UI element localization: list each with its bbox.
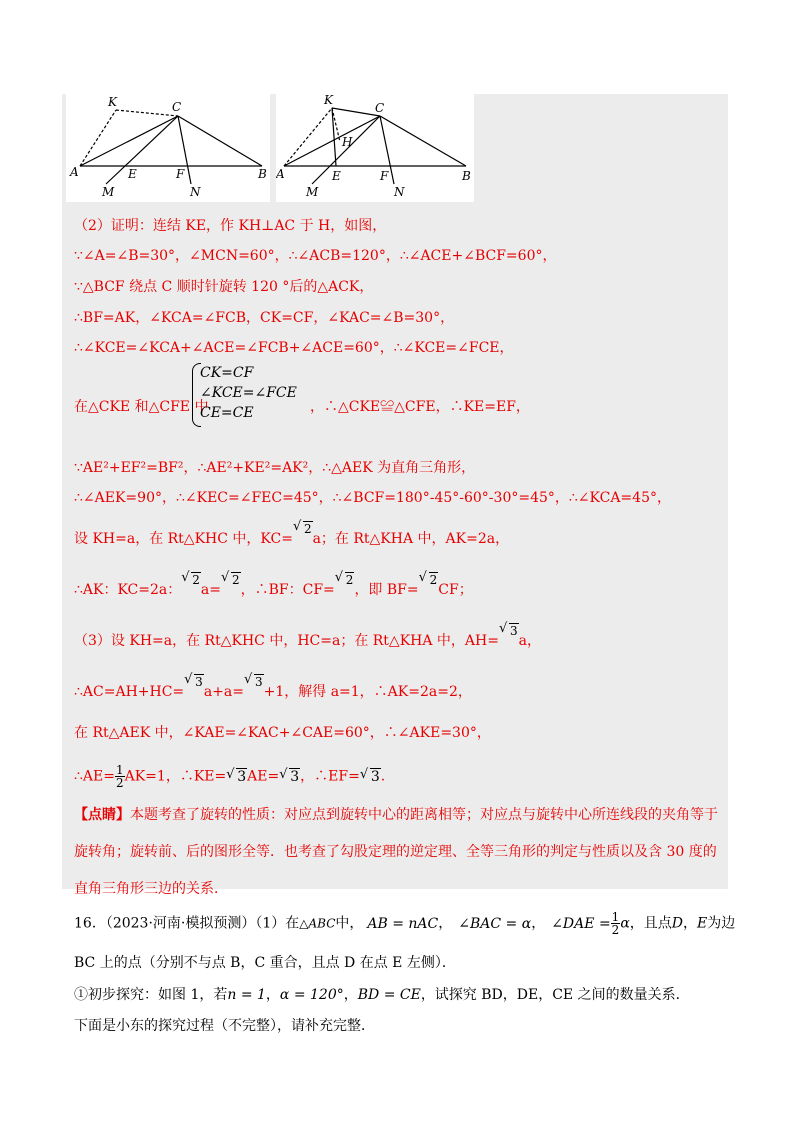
figure-2 (276, 94, 474, 202)
cond-bd-ce: BD = CE (357, 987, 421, 1003)
problem-number: 16．（2023·河南·模拟预测）（1）在 (74, 915, 300, 932)
cond-n1: n = 1 (227, 987, 266, 1003)
l12-part-c: +1，解得 a=1，∴AK=2a=2， (263, 684, 472, 700)
l10-part-c: ，∴BF：CF= (240, 582, 335, 598)
solution-line-8: ∴∠AEK=90°，∴∠KEC=∠FEC=45°，∴∠BCF=180°-45°-60°-30°=45°，∴∠KCA=45°， (74, 490, 671, 506)
fig2-label-A: A (276, 167, 285, 181)
fig1-label-N: N (190, 185, 201, 199)
l14-part-c: AE= (247, 768, 280, 785)
l14-part-e: . (380, 768, 386, 785)
l11-part-a: （3）设 KH=a，在 Rt△KHC 中，HC=a；在 Rt△KHA 中，AH= (74, 633, 499, 649)
sqrt-3-b: √ 3 (184, 675, 204, 689)
problem-16-line-1: 16．（2023·河南·模拟预测）（1）在△ABC中， AB = nAC， ∠BAC = α， ∠DAE = $\frac{1}{2}$ α，且点D，E为边 (74, 910, 736, 937)
point-d: D (671, 915, 684, 932)
sqrt-2-a: √ 2 (293, 522, 313, 536)
comment-block (74, 797, 724, 908)
sqrt-3-f: √ 3 (360, 769, 381, 785)
l14-part-d: ，∴EF= (300, 768, 360, 785)
zhong-text: 中， (335, 915, 364, 932)
cond-tail: ，且点 (629, 915, 672, 932)
fig2-label-M: M (306, 185, 319, 199)
solution-line-10 (74, 573, 473, 599)
l14-part-a: ∴AE= (74, 768, 115, 785)
l12-part-b: a+a= (203, 684, 244, 700)
fig2-label-N: N (394, 185, 405, 199)
cond-alpha-120: α = 120° (279, 987, 344, 1003)
sqrt-2-d: √ 2 (335, 573, 355, 587)
l10-part-e: CF； (438, 582, 473, 598)
fig1-label-M: M (102, 185, 115, 199)
solution-line-11 (74, 624, 541, 650)
comment-text: 本题考查了旋转的性质：对应点到旋转中心的距离相等；对应点与旋转中心所连线段的夹角等于旋转角；旋转前、后的图形全等．也考查了勾股定理的逆定理、全等三角形的判定与性质以及含 30 度的直角三角形三边的关系． (74, 807, 718, 897)
cond-ab-nac: AB = nAC (367, 915, 439, 932)
sqrt-2-c: √ 2 (221, 573, 241, 587)
l14-part-b: AK=1，∴KE= (124, 768, 227, 785)
comment-tag: 【点睛】 (74, 807, 130, 823)
edge-text: 为边 (707, 915, 736, 932)
fig1-label-A: A (70, 165, 79, 179)
l10-part-a: ∴AK：KC=2a： (74, 582, 182, 598)
point-e: E (697, 915, 708, 932)
solution-line-2: ∵∠A=∠B=30°，∠MCN=60°，∴∠ACB=120°，∴∠ACE+∠BCF=60°， (74, 248, 557, 264)
solution-line-7: ∵AE²+EF²=BF²，∴AE²+KE²=AK²，∴△AEK 为直角三角形， (74, 460, 476, 476)
problem-16-line-2: BC 上的点（分别不与点 B，C 重合，且点 D 在点 E 左侧）． (74, 955, 456, 971)
sqrt-2-b: √ 2 (181, 573, 201, 587)
fig2-label-H: H (342, 135, 353, 149)
solution-line-5: ∴∠KCE=∠KCA+∠ACE=∠FCB+∠ACE=60°，∴∠KCE=∠FCE， (74, 340, 514, 356)
fig2-label-B: B (462, 169, 471, 183)
sqrt-3-c: √ 3 (244, 675, 264, 689)
l10-part-b: a= (200, 582, 221, 598)
equation-system (200, 363, 297, 423)
solution-line-6-post: ，∴△CKE≌△CFE，∴KE=EF， (310, 399, 530, 415)
solution-line-12 (74, 675, 472, 701)
line3-part-b: ，试探究 BD，DE，CE 之间的数量关系． (420, 987, 690, 1003)
l9-part-b: a；在 Rt△KHA 中，AK=2a， (312, 531, 510, 547)
sqrt-2-e: √ 2 (419, 573, 439, 587)
alpha-symbol: α (620, 915, 630, 932)
figure-1 (66, 94, 270, 202)
solution-line-3: ∵△BCF 绕点 C 顺时针旋转 120 °后的△ACK， (74, 279, 374, 295)
l11-part-b: a， (518, 633, 541, 649)
fig2-label-E: E (332, 169, 341, 183)
fig2-label-F: F (380, 169, 389, 183)
system-eq-3: CE=CE (200, 405, 254, 421)
problem-16-line-4: 下面是小东的探究过程（不完整），请补充完整． (74, 1018, 375, 1034)
sqrt-3-a: √ 3 (499, 624, 519, 638)
fig1-label-B: B (258, 167, 267, 181)
cond-dae: ∠DAE = (551, 915, 611, 932)
sqrt-3-e: √ 3 (279, 769, 300, 785)
l10-part-d: ，即 BF= (354, 582, 419, 598)
solution-line-9 (74, 522, 510, 548)
fig1-label-E: E (128, 167, 137, 181)
system-eq-1: CK=CF (200, 365, 254, 381)
triangle-abc: △ABC (299, 916, 336, 931)
fraction-half-alpha: $\frac{1}{2}$ (611, 910, 620, 937)
solution-line-6-pre: 在△CKE 和△CFE 中 (74, 399, 209, 415)
cond-bac-alpha: ∠BAC = α (458, 915, 532, 932)
solution-line-13: 在 Rt△AEK 中，∠KAE=∠KAC+∠CAE=60°，∴∠AKE=30°， (74, 725, 491, 741)
l12-part-a: ∴AC=AH+HC= (74, 684, 185, 700)
problem-16-line-3: ①初步探究：如图 1，若n = 1，α = 120°，BD = CE，试探究 BD，DE，CE 之间的数量关系． (74, 987, 690, 1003)
fig2-label-C: C (375, 101, 385, 115)
fig1-label-C: C (172, 100, 182, 114)
solution-line-1: （2）证明：连结 KE，作 KH⊥AC 于 H，如图， (74, 218, 387, 234)
line3-part-a: ①初步探究：如图 1，若 (74, 987, 228, 1003)
fig2-label-K: K (324, 94, 333, 107)
sqrt-3-d: √ 3 (226, 769, 247, 785)
l9-part-a: 设 KH=a，在 Rt△KHC 中，KC= (74, 531, 293, 547)
solution-line-14 (74, 764, 385, 789)
fig1-label-F: F (176, 167, 185, 181)
fig1-label-K: K (108, 95, 117, 109)
fraction-one-half: $\frac{1}{2}$ (115, 763, 124, 790)
solution-line-4: ∴BF=AK，∠KCA=∠FCB，CK=CF，∠KAC=∠B=30°， (74, 310, 455, 326)
system-eq-2: ∠KCE=∠FCE (200, 385, 297, 401)
